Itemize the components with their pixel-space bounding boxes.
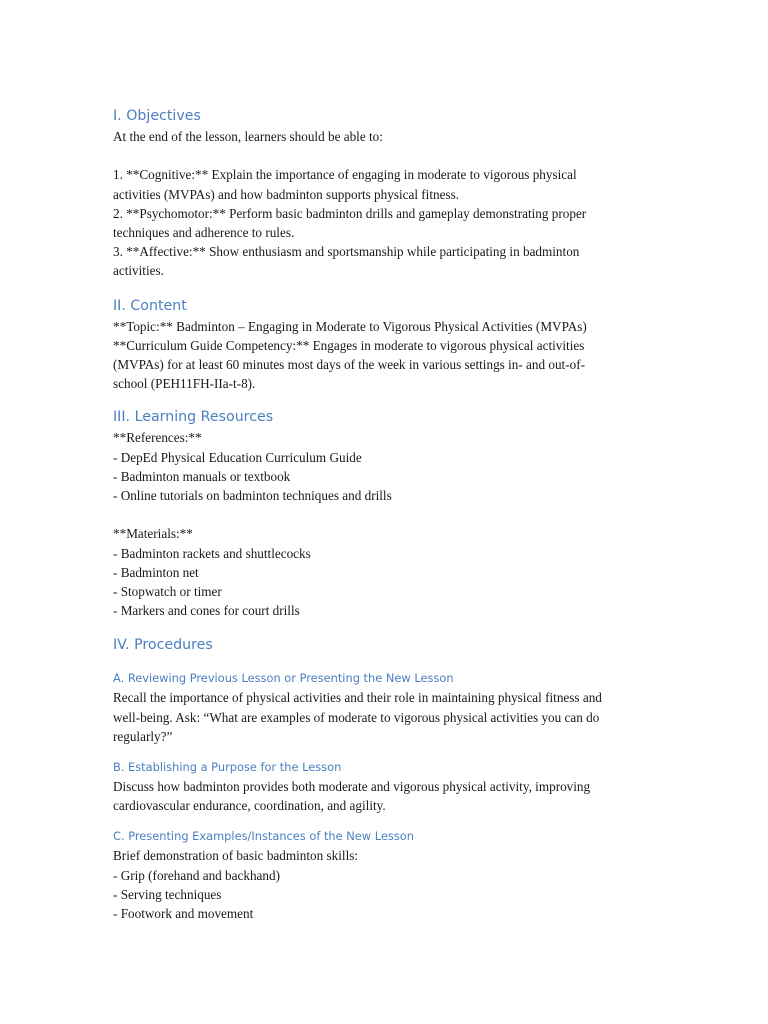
heading-procedures: IV. Procedures: [113, 637, 213, 654]
procedure-b-line: Discuss how badminton provides both moderate and vigorous physical activity, improving: [113, 779, 591, 795]
objectives-intro: At the end of the lesson, learners should be able to:: [113, 129, 383, 144]
material-item: - Markers and cones for court drills: [113, 603, 300, 619]
heading-objectives: I. Objectives: [113, 108, 201, 124]
material-item: - Badminton rackets and shuttlecocks: [113, 545, 311, 561]
material-item: - Badminton net: [113, 564, 199, 580]
material-item: - Stopwatch or timer: [113, 584, 222, 600]
subheading-b: B. Establishing a Purpose for the Lesson: [113, 760, 342, 775]
content-line: (MVPAs) for at least 60 minutes most days of the week in various settings in- and out-of-: [113, 357, 585, 373]
procedure-a-line: Recall the importance of physical activities and their role in maintaining physical fitness and: [113, 690, 602, 706]
content-line: school (PEH11FH-IIa-t-8).: [113, 376, 256, 392]
content-line: **Curriculum Guide Competency:** Engages in moderate to vigorous physical activities: [113, 337, 585, 353]
reference-item: - DepEd Physical Education Curriculum Guide: [113, 449, 362, 465]
objective-line: activities.: [113, 263, 164, 279]
objective-line: 2. **Psychomotor:** Perform basic badminton drills and gameplay demonstrating proper: [113, 205, 587, 221]
objective-line: activities (MVPAs) and how badminton supports physical fitness.: [113, 186, 460, 202]
procedure-c-line: - Footwork and movement: [113, 906, 254, 922]
procedure-a-line: regularly?”: [113, 728, 173, 744]
reference-item: - Online tutorials on badminton techniques and drills: [113, 488, 392, 504]
objective-line: 1. **Cognitive:** Explain the importance of engaging in moderate to vigorous physical: [113, 167, 577, 183]
references-label: **References:**: [113, 430, 202, 446]
procedure-c-line: - Serving techniques: [113, 886, 222, 902]
procedure-c-line: Brief demonstration of basic badminton skills:: [113, 848, 359, 864]
reference-item: - Badminton manuals or textbook: [113, 468, 291, 484]
spacer: [113, 146, 658, 165]
subheading-a: A. Reviewing Previous Lesson or Presenting the New Lesson: [113, 671, 454, 686]
procedure-b-line: cardiovascular endurance, coordination, and agility.: [113, 798, 386, 814]
document-body: [113, 106, 658, 923]
materials-label: **Materials:**: [113, 526, 193, 542]
heading-learning-resources: III. Learning Resources: [113, 409, 274, 426]
heading-content: II. Content: [113, 297, 187, 314]
content-line: **Topic:** Badminton – Engaging in Moderate to Vigorous Physical Activities (MVPAs): [113, 318, 587, 334]
subheading-c: C. Presenting Examples/Instances of the New Lesson: [113, 829, 414, 844]
spacer: [113, 505, 658, 524]
procedure-c-line: - Grip (forehand and backhand): [113, 867, 280, 883]
objective-line: 3. **Affective:** Show enthusiasm and sportsmanship while participating in badminton: [113, 244, 580, 260]
objective-line: techniques and adherence to rules.: [113, 225, 295, 240]
procedure-a-line: well-being. Ask: “What are examples of moderate to vigorous physical activities you can do: [113, 709, 600, 725]
